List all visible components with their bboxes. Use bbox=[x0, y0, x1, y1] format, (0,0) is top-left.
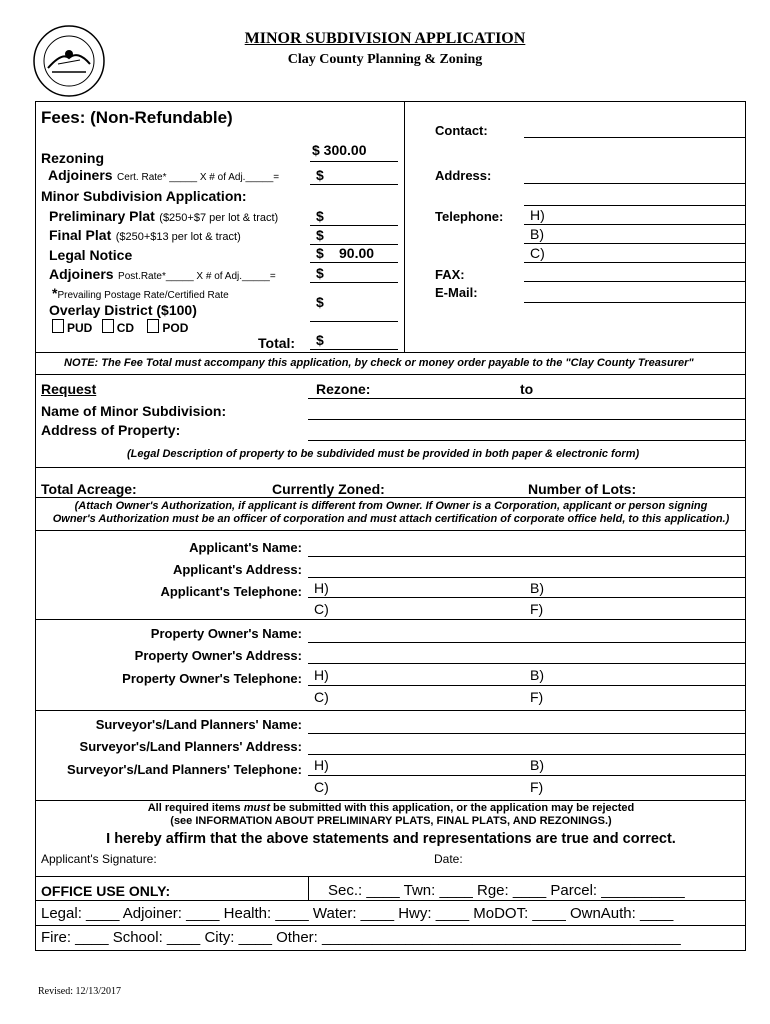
preliminary-label: Preliminary Plat bbox=[49, 208, 155, 224]
cd-checkbox[interactable] bbox=[102, 319, 114, 333]
address-field[interactable] bbox=[524, 183, 746, 184]
owner-telephone-label: Property Owner's Telephone: bbox=[122, 671, 302, 686]
final-dollar: $ bbox=[316, 227, 324, 243]
rezoning-amount: $ 300.00 bbox=[312, 142, 367, 158]
minor-sub-label: Minor Subdivision Application: bbox=[41, 188, 247, 204]
preliminary-amount-field[interactable] bbox=[310, 225, 398, 226]
date-label: Date: bbox=[434, 852, 463, 866]
final-detail: ($250+$13 per lot & tract) bbox=[115, 231, 241, 243]
owner-phone-c: C) bbox=[314, 689, 329, 705]
signature-label: Applicant's Signature: bbox=[41, 852, 157, 866]
office-row-fire: Fire: ____ School: ____ City: ____ Other: ___________________________________________ bbox=[41, 929, 681, 946]
affirmation-statement: I hereby affirm that the above statements and representations are true and correct. bbox=[106, 831, 676, 847]
surveyor-address-label: Surveyor's/Land Planners' Address: bbox=[79, 739, 302, 754]
owner-address-field[interactable] bbox=[308, 663, 746, 664]
currently-zoned-label: Currently Zoned: bbox=[272, 481, 385, 497]
total-acreage-label: Total Acreage: bbox=[41, 481, 137, 497]
adjoiners-amount-field[interactable] bbox=[310, 184, 398, 185]
owner-name-field[interactable] bbox=[308, 642, 746, 643]
legal-notice-amount: 90.00 bbox=[339, 245, 375, 261]
rezone-to-label: to bbox=[520, 381, 534, 397]
legal-notice-label: Legal Notice bbox=[49, 247, 133, 263]
number-of-lots-label: Number of Lots: bbox=[528, 481, 637, 497]
contact-label: Contact: bbox=[435, 123, 488, 138]
owner-auth-note-2: Owner's Authorization must be an officer of corporation and must attach certification of corporate office held, to this application.) bbox=[52, 513, 730, 525]
applicant-address-field[interactable] bbox=[308, 577, 746, 578]
office-use-heading: OFFICE USE ONLY: bbox=[41, 883, 171, 899]
fees-heading: Fees: (Non-Refundable) bbox=[41, 108, 233, 127]
applicant-phone-c: C) bbox=[314, 601, 329, 617]
owner-phone-f: F) bbox=[530, 689, 544, 705]
request-label: Request bbox=[41, 381, 97, 397]
legal-description-note: (Legal Description of property to be subdivided must be provided in both paper & electronic form) bbox=[127, 448, 640, 460]
pod-checkbox[interactable] bbox=[147, 319, 159, 333]
owner-name-label: Property Owner's Name: bbox=[150, 626, 302, 641]
contact-phone-h-field[interactable] bbox=[524, 224, 746, 225]
adjoiners-label: Adjoiners bbox=[48, 167, 113, 183]
total-dollar: $ bbox=[316, 332, 324, 348]
contact-field[interactable] bbox=[524, 137, 746, 138]
cd-label: CD bbox=[116, 321, 135, 335]
surveyor-phone-b: B) bbox=[530, 757, 544, 773]
adjoiners2-dollar: $ bbox=[316, 265, 324, 281]
overlay-dollar: $ bbox=[316, 294, 324, 310]
preliminary-detail: ($250+$7 per lot & tract) bbox=[159, 212, 279, 224]
form-subtitle: Clay County Planning & Zoning bbox=[287, 52, 483, 67]
pod-label: POD bbox=[162, 321, 189, 335]
surveyor-telephone-label: Surveyor's/Land Planners' Telephone: bbox=[67, 762, 302, 777]
applicant-telephone-label: Applicant's Telephone: bbox=[160, 584, 302, 599]
property-address-label: Address of Property: bbox=[41, 422, 181, 438]
surveyor-phone-hb-field[interactable] bbox=[308, 775, 746, 776]
applicant-phone-b: B) bbox=[530, 580, 544, 596]
owner-auth-note-1: (Attach Owner's Authorization, if applicant is different from Owner. If Owner is a Corporation, applicant or person signing bbox=[74, 500, 708, 512]
total-amount-field[interactable] bbox=[310, 349, 398, 350]
address-field-2[interactable] bbox=[524, 205, 746, 206]
owner-phone-hb-field[interactable] bbox=[308, 685, 746, 686]
adjoiners2-detail: Post.Rate*_____ X # of Adj._____= bbox=[118, 271, 276, 282]
surveyor-address-field[interactable] bbox=[308, 754, 746, 755]
surveyor-phone-h: H) bbox=[314, 757, 329, 773]
subdivision-name-label: Name of Minor Subdivision: bbox=[41, 403, 227, 419]
surveyor-name-field[interactable] bbox=[308, 733, 746, 734]
contact-phone-b-field[interactable] bbox=[524, 243, 746, 244]
adjoiners-dollar: $ bbox=[316, 167, 324, 183]
revised-date: Revised: 12/13/2017 bbox=[38, 986, 122, 997]
overlay-amount-field[interactable] bbox=[310, 321, 398, 322]
contact-phone-h: H) bbox=[530, 207, 545, 223]
subdivision-name-field[interactable] bbox=[308, 419, 746, 420]
rezoning-label: Rezoning bbox=[41, 150, 104, 166]
contact-phone-c: C) bbox=[530, 245, 545, 261]
owner-phone-h: H) bbox=[314, 667, 329, 683]
adjoiners2-label: Adjoiners bbox=[49, 266, 114, 282]
email-field[interactable] bbox=[524, 302, 746, 303]
form-title: MINOR SUBDIVISION APPLICATION bbox=[244, 30, 526, 47]
postage-note: Prevailing Postage Rate/Certified Rate bbox=[57, 290, 229, 301]
applicant-phone-h: H) bbox=[314, 580, 329, 596]
surveyor-phone-f: F) bbox=[530, 779, 544, 795]
owner-address-label: Property Owner's Address: bbox=[134, 648, 302, 663]
adjoiners2-amount-field[interactable] bbox=[310, 282, 398, 283]
applicant-name-field[interactable] bbox=[308, 556, 746, 557]
office-row-sec: Sec.: ____ Twn: ____ Rge: ____ Parcel: __________ bbox=[328, 882, 685, 899]
overlay-label: Overlay District ($100) bbox=[49, 302, 197, 318]
fax-label: FAX: bbox=[435, 267, 465, 282]
applicant-name-label: Applicant's Name: bbox=[189, 540, 302, 555]
contact-phone-c-field[interactable] bbox=[524, 262, 746, 263]
preliminary-dollar: $ bbox=[316, 208, 324, 224]
applicant-phone-f: F) bbox=[530, 601, 544, 617]
contact-phone-b: B) bbox=[530, 226, 544, 242]
office-row-legal: Legal: ____ Adjoiner: ____ Health: ____ Water: ____ Hwy: ____ MoDOT: ____ OwnAuth: ____ bbox=[41, 905, 674, 922]
required-items-see: (see INFORMATION ABOUT PRELIMINARY PLATS, FINAL PLATS, AND REZONINGS.) bbox=[170, 815, 612, 827]
owner-phone-b: B) bbox=[530, 667, 544, 683]
address-label: Address: bbox=[435, 168, 492, 183]
applicant-address-label: Applicant's Address: bbox=[172, 562, 302, 577]
final-label: Final Plat bbox=[49, 227, 112, 243]
property-address-field[interactable] bbox=[308, 440, 746, 441]
email-label: E-Mail: bbox=[435, 285, 478, 300]
surveyor-name-label: Surveyor's/Land Planners' Name: bbox=[95, 717, 302, 732]
rezone-label: Rezone: bbox=[316, 381, 371, 397]
legal-notice-dollar: $ bbox=[316, 245, 324, 261]
surveyor-phone-c: C) bbox=[314, 779, 329, 795]
rezone-field[interactable] bbox=[308, 398, 746, 399]
fax-field[interactable] bbox=[524, 281, 746, 282]
pud-label: PUD bbox=[67, 321, 93, 335]
required-items-note: All required items must be submitted with this application, or the application may be rejected bbox=[147, 802, 635, 814]
total-label: Total: bbox=[258, 335, 296, 351]
adjoiners-detail: Cert. Rate* _____ X # of Adj._____= bbox=[117, 172, 280, 183]
applicant-phone-hb-field[interactable] bbox=[308, 597, 746, 598]
telephone-label: Telephone: bbox=[435, 209, 504, 224]
fee-note: NOTE: The Fee Total must accompany this application, by check or money order payable to the "Clay County Treasurer" bbox=[64, 357, 694, 369]
pud-checkbox[interactable] bbox=[52, 319, 64, 333]
